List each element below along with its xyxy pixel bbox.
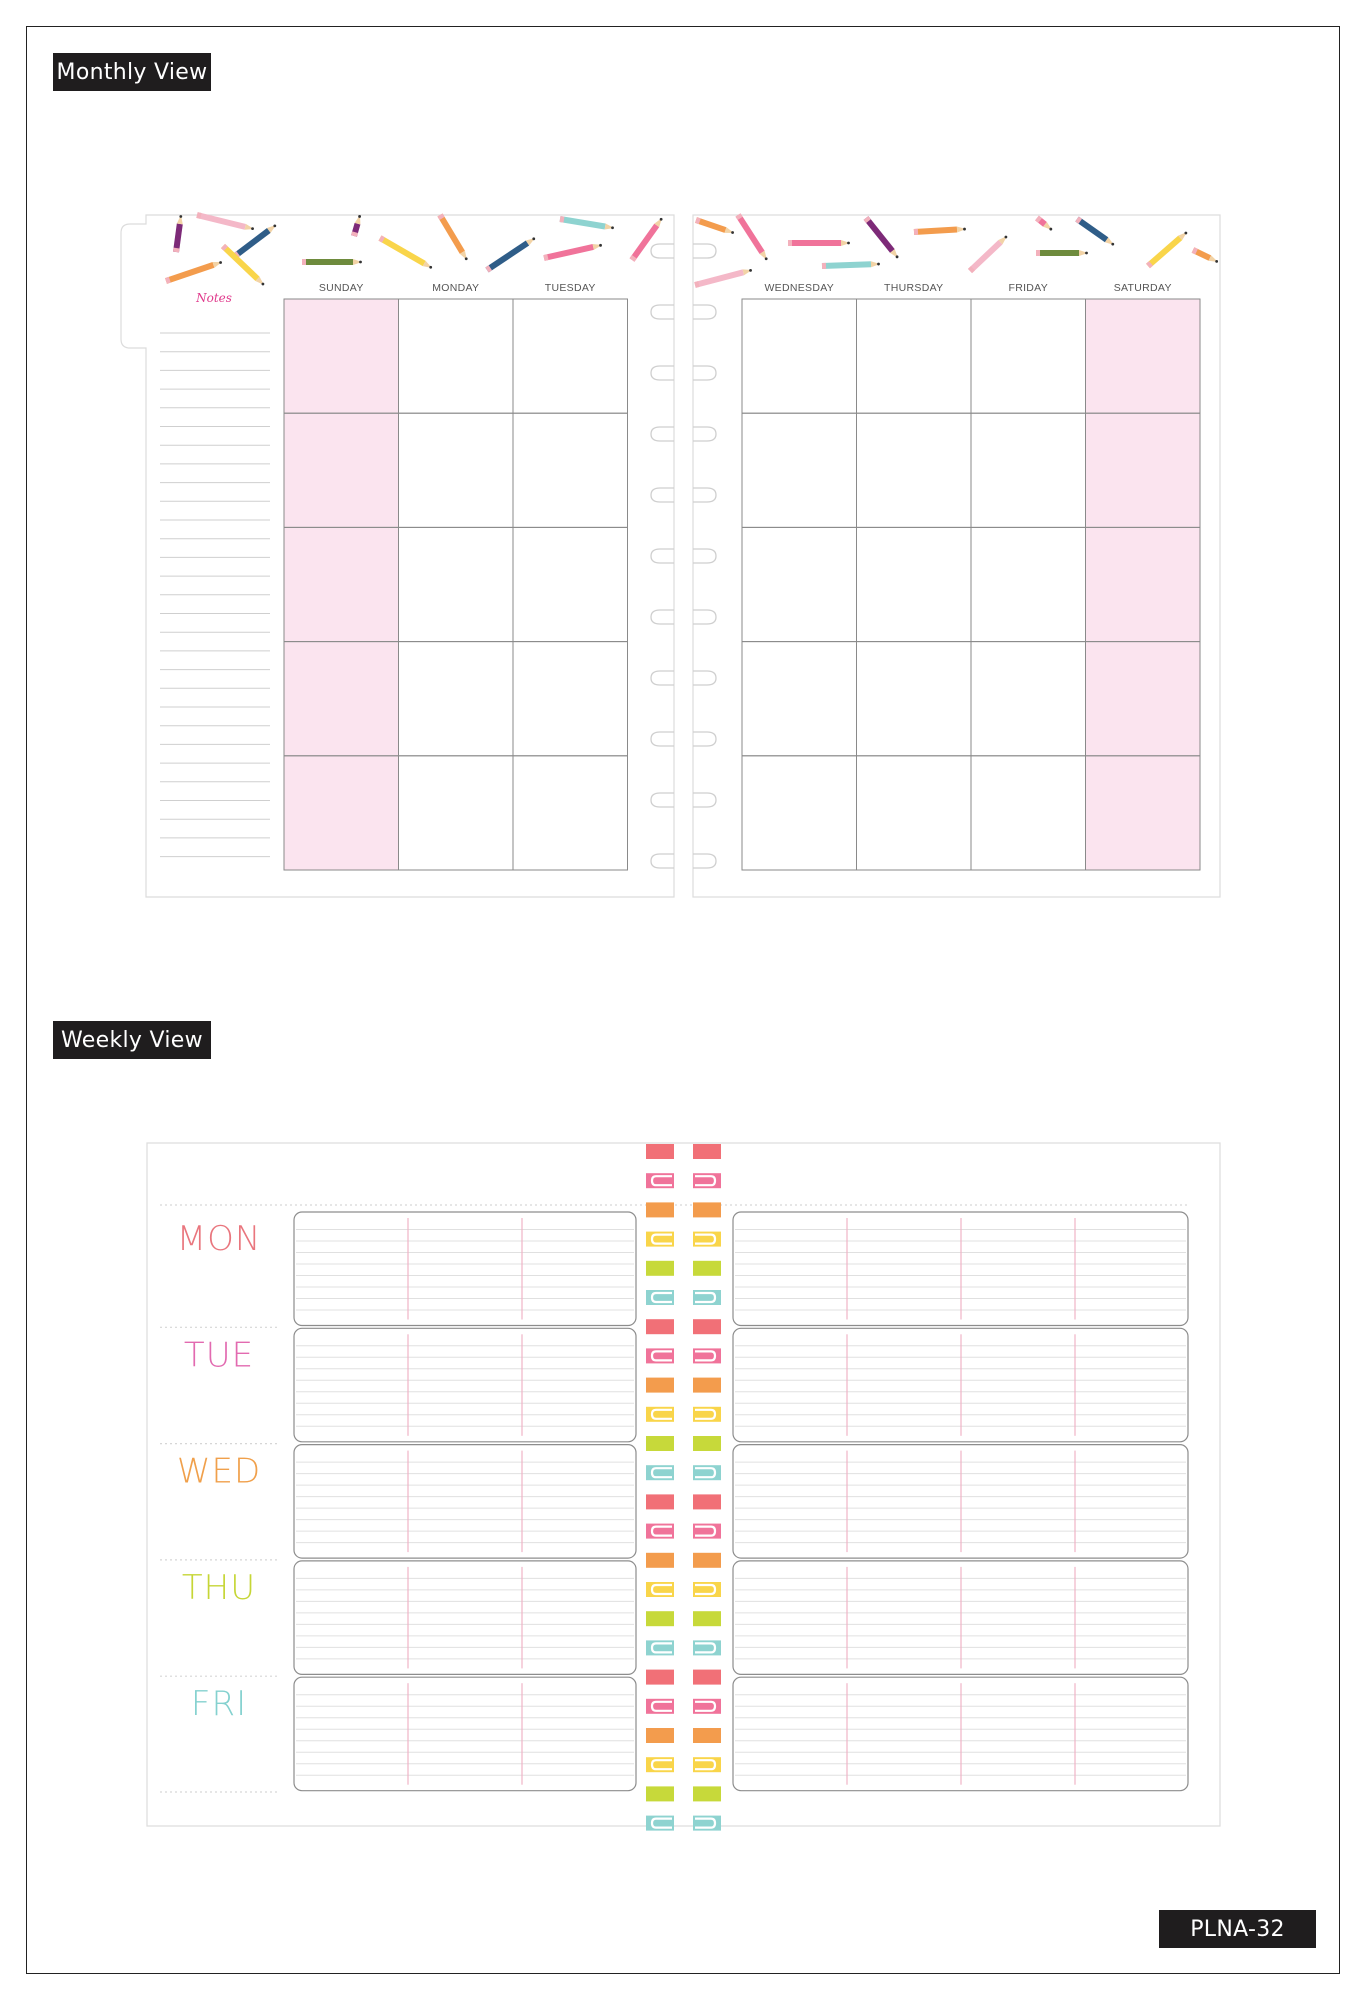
spine-stripe-left <box>646 1202 674 1217</box>
spine-stripe-left <box>646 1378 674 1393</box>
spine-stripe-left <box>646 1786 674 1801</box>
spine-stripe-left <box>646 1494 674 1509</box>
left-day-box <box>294 1445 636 1559</box>
spine-stripe-right <box>693 1553 721 1568</box>
left-day-box <box>294 1328 636 1442</box>
spine-stripe-left <box>646 1319 674 1334</box>
right-grid-weekend-column <box>1086 299 1201 870</box>
left-day-box <box>294 1561 636 1675</box>
day-label-thu: THU <box>181 1567 257 1608</box>
spine-stripe-right <box>693 1144 721 1159</box>
right-day-box <box>733 1561 1188 1675</box>
spine-stripe-right <box>693 1436 721 1451</box>
day-label-wed: WED <box>176 1451 262 1492</box>
pencil-doodle-22 <box>1036 250 1088 256</box>
spine-stripe-left <box>646 1144 674 1159</box>
day-label-fri: FRI <box>190 1684 248 1725</box>
spine-stripe-right <box>693 1202 721 1217</box>
spine-stripe-right <box>693 1728 721 1743</box>
weekly-view-label: Weekly View <box>53 1021 211 1059</box>
left-grid-header-monday: MONDAY <box>432 282 480 294</box>
spine-stripe-left <box>646 1261 674 1276</box>
day-label-mon: MON <box>176 1219 262 1259</box>
right-day-box <box>733 1445 1188 1559</box>
spine-stripe-left <box>646 1611 674 1626</box>
day-label-tue: TUE <box>183 1335 255 1376</box>
right-day-box <box>733 1328 1188 1442</box>
spine-stripe-right <box>693 1670 721 1685</box>
left-grid-header-sunday: SUNDAY <box>318 282 364 294</box>
pencil-doodle-15 <box>788 240 850 246</box>
left-grid-header-tuesday: TUESDAY <box>544 282 596 294</box>
left-grid-weekend-column <box>284 299 399 870</box>
spine-stripe-right <box>693 1611 721 1626</box>
monthly-spread <box>121 215 1220 897</box>
weekly-spread <box>147 1143 1220 1831</box>
notes-label: Notes <box>196 291 232 305</box>
right-grid-header-saturday: SATURDAY <box>1113 282 1172 294</box>
spine-stripe-left <box>646 1670 674 1685</box>
right-day-box <box>733 1212 1188 1326</box>
spine-stripe-left <box>646 1728 674 1743</box>
spine-stripe-left <box>646 1436 674 1451</box>
right-grid-header-friday: FRIDAY <box>1008 282 1049 294</box>
left-day-box <box>294 1677 636 1791</box>
spine-stripe-right <box>693 1261 721 1276</box>
pencil-doodle-6 <box>302 259 362 265</box>
spine-stripe-right <box>693 1319 721 1334</box>
right-grid-header-thursday: THURSDAY <box>884 282 944 294</box>
spine-stripe-right <box>693 1378 721 1393</box>
spine-stripe-right <box>693 1494 721 1509</box>
sku-label: PLNA-32 <box>1159 1910 1316 1948</box>
spine-stripe-right <box>693 1786 721 1801</box>
right-day-box <box>733 1677 1188 1791</box>
left-day-box <box>294 1212 636 1326</box>
monthly-view-label: Monthly View <box>53 53 211 91</box>
spine-stripe-left <box>646 1553 674 1568</box>
right-grid-header-wednesday: WEDNESDAY <box>764 282 835 294</box>
